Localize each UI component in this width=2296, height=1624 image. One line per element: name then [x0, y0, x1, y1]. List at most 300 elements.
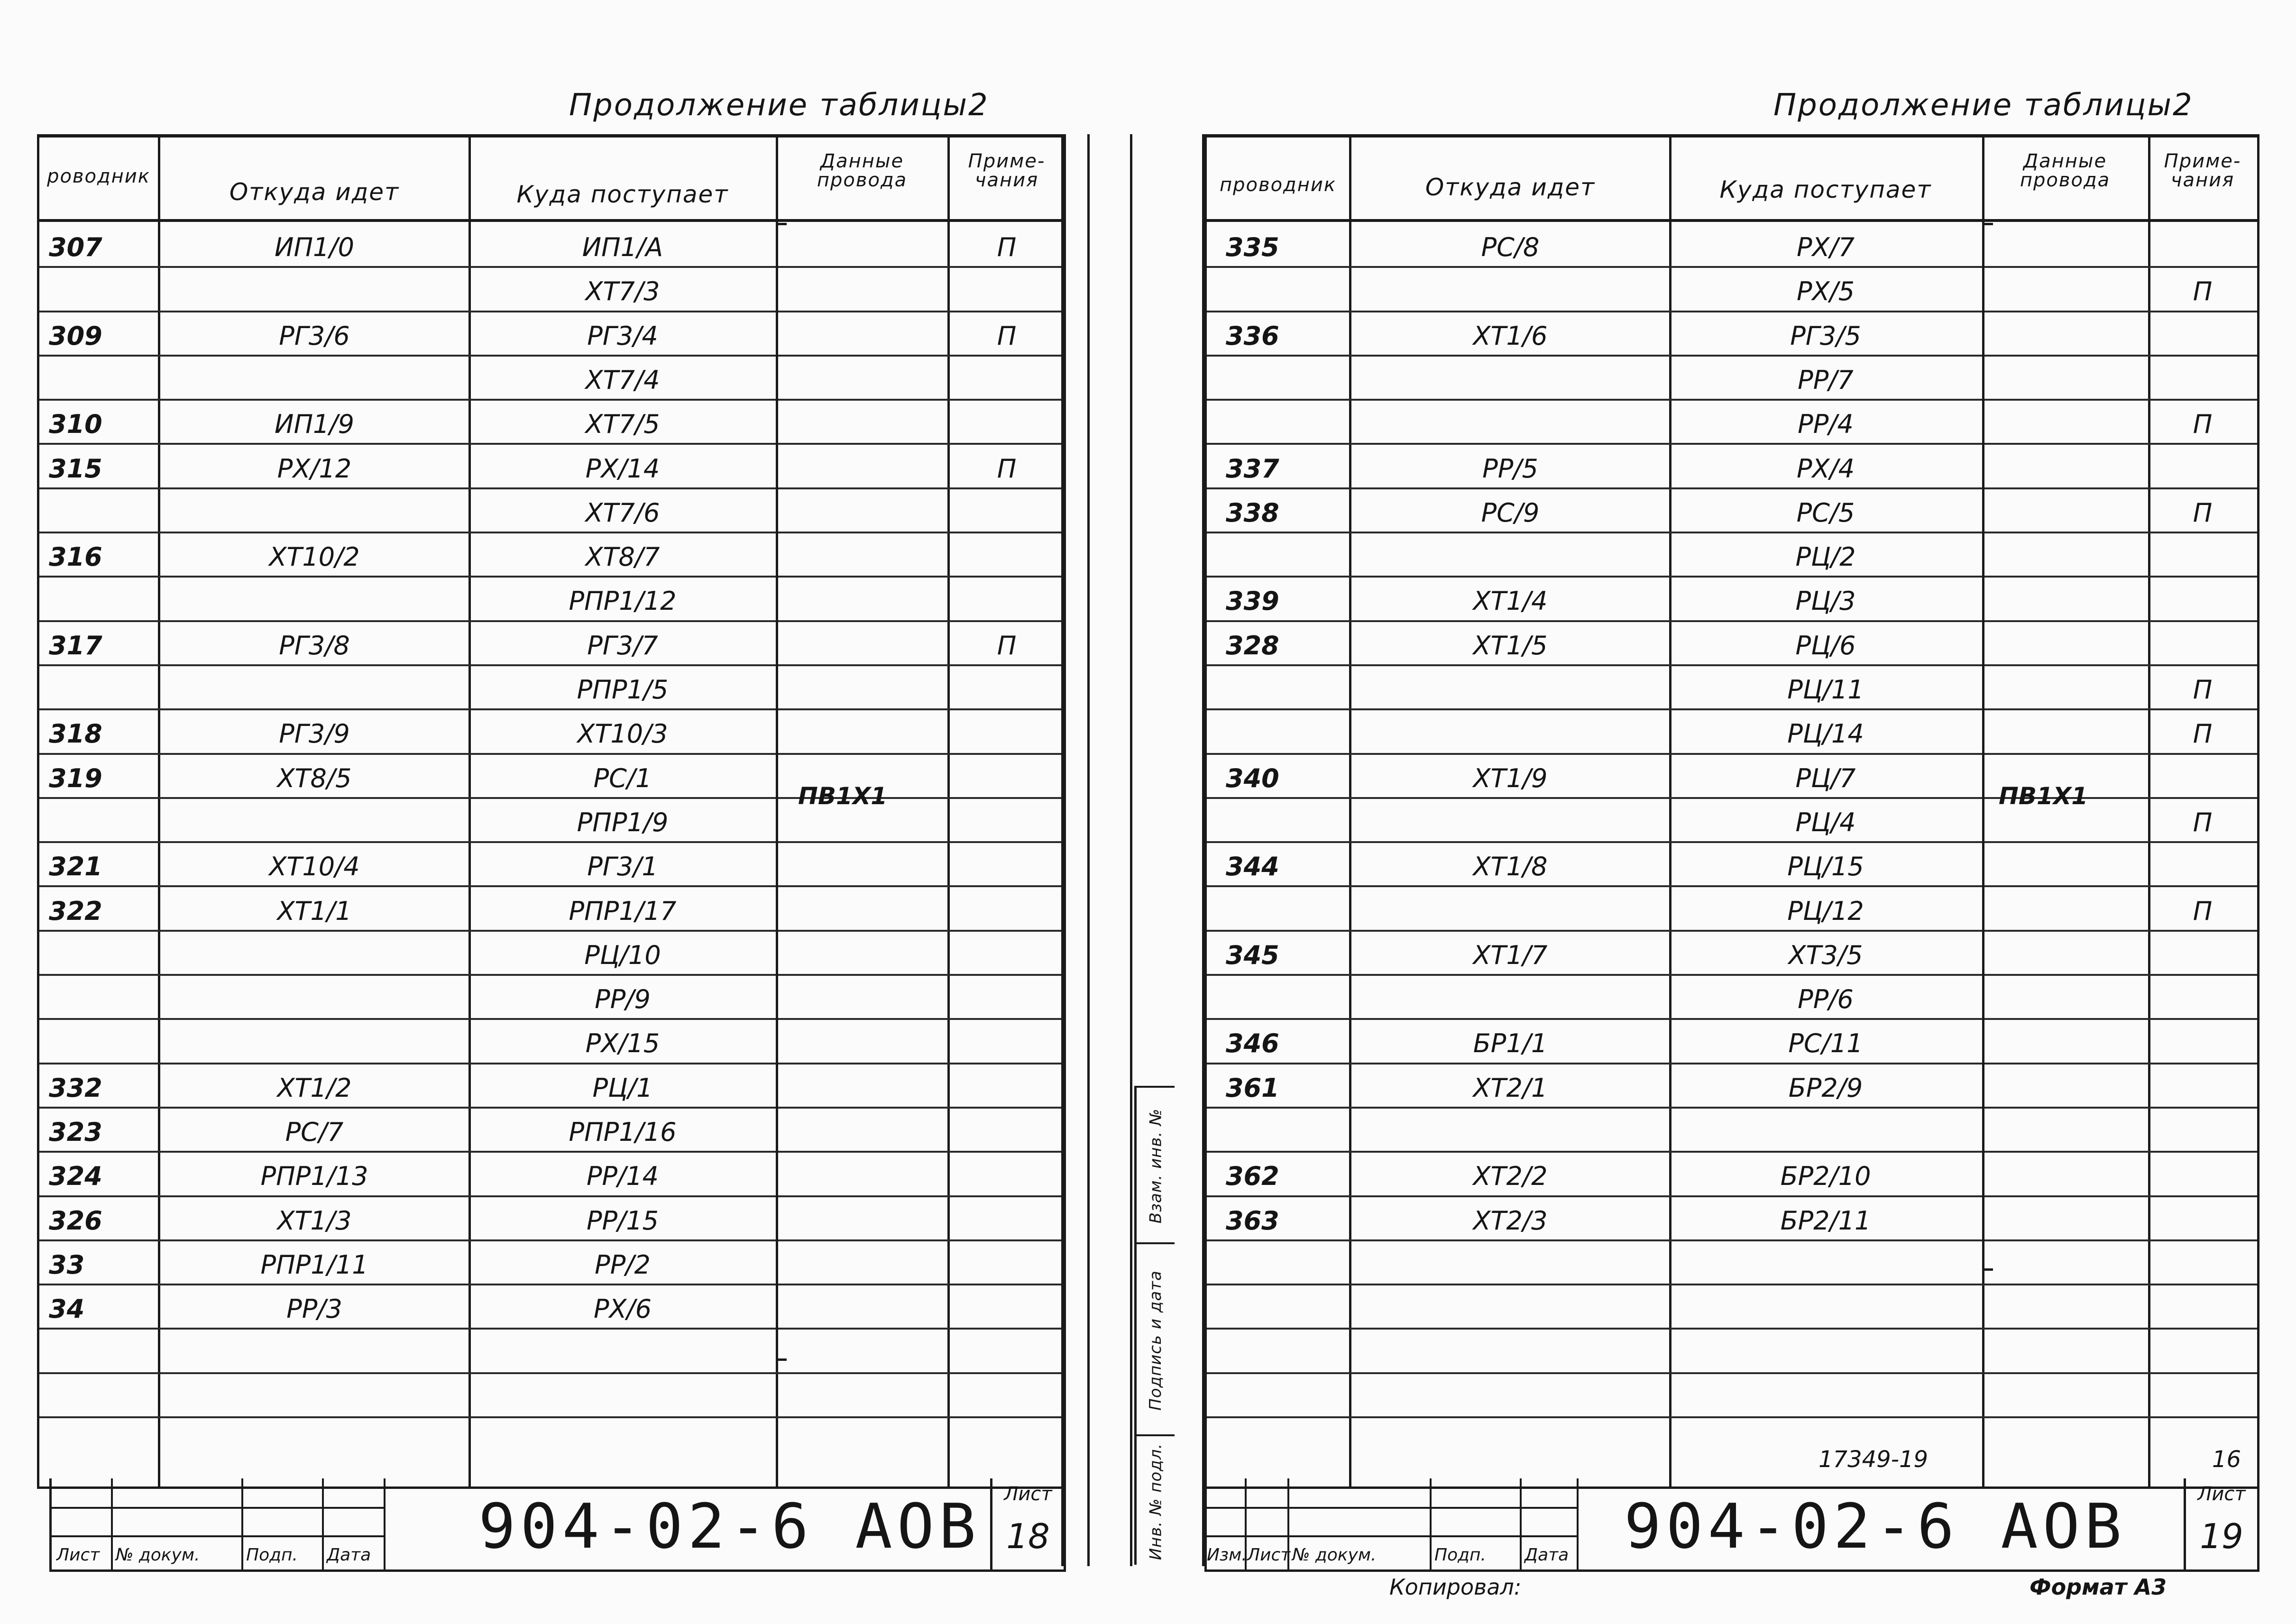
cell-to: РЦ/11 — [1787, 675, 1864, 705]
wire-group-brace — [1982, 223, 1993, 1271]
cell-from — [1351, 366, 1669, 395]
cell-note — [950, 366, 1064, 395]
tb-divider — [1207, 1535, 1577, 1537]
table-row — [1207, 312, 2257, 357]
cell-no — [1226, 985, 1344, 1014]
left-sheet-box — [990, 1478, 1064, 1569]
cell-no: 361 — [1226, 1073, 1279, 1103]
table-row — [1207, 1374, 2257, 1418]
table-row — [39, 1374, 1064, 1418]
cell-from — [1351, 1384, 1669, 1412]
cell-from — [160, 277, 468, 306]
cell-from: РГ3/8 — [279, 630, 350, 661]
cell-to: РР/9 — [595, 984, 651, 1015]
cell-no — [1226, 1295, 1344, 1323]
cell-no: 362 — [1226, 1161, 1279, 1192]
cell-to: РР/6 — [1798, 984, 1854, 1015]
cell-from: РС/9 — [1481, 497, 1540, 528]
cell-from: ХТ1/2 — [277, 1073, 352, 1103]
cell-from — [160, 676, 468, 704]
cell-from: БР1/1 — [1473, 1028, 1548, 1059]
cell-note: П — [997, 453, 1017, 484]
cell-from: ХТ8/5 — [277, 763, 352, 793]
table-row — [1207, 268, 2257, 312]
table-row — [1207, 1285, 2257, 1330]
table-row — [39, 401, 1064, 445]
cell-note — [950, 1118, 1064, 1147]
header-notes: Приме- чания — [968, 150, 1046, 191]
cell-from — [1351, 808, 1669, 837]
table-row — [1207, 401, 2257, 445]
left-wire-label: ПВ1Х1 — [798, 782, 888, 810]
table-row — [39, 1153, 1064, 1197]
cell-no — [1226, 277, 1344, 306]
cell-to: БР2/10 — [1780, 1161, 1871, 1192]
table-row — [1207, 622, 2257, 666]
cell-no — [49, 1340, 153, 1368]
cell-to — [1671, 1118, 1980, 1147]
cell-from: ИП1/9 — [275, 409, 354, 440]
table-row — [39, 268, 1064, 312]
table-row — [39, 755, 1064, 799]
cell-note — [2150, 587, 2255, 615]
cell-to: РЦ/7 — [1795, 763, 1856, 793]
header-to: Куда поступает — [1719, 176, 1932, 203]
cell-from — [1351, 985, 1669, 1014]
cell-to: ХТ3/5 — [1788, 940, 1863, 970]
table-row — [39, 622, 1064, 666]
cell-note — [2150, 543, 2255, 571]
table-row — [1207, 489, 2257, 533]
table-row — [1207, 578, 2257, 622]
table-row — [1207, 843, 2257, 887]
table-row — [1207, 445, 2257, 489]
cell-note — [2150, 322, 2255, 350]
tb-divider — [52, 1535, 384, 1537]
cell-to: РЦ/1 — [592, 1073, 653, 1103]
cell-to: ХТ7/3 — [585, 276, 660, 307]
cell-from — [1351, 720, 1669, 748]
cell-to: РЦ/15 — [1787, 852, 1864, 882]
cell-to: ХТ10/3 — [577, 719, 668, 749]
cell-to — [1671, 1384, 1980, 1412]
cell-from: ХТ1/9 — [1473, 763, 1548, 793]
cell-to: РХ/4 — [1796, 453, 1855, 484]
cell-from — [160, 587, 468, 615]
cell-note: П — [2193, 497, 2213, 528]
header-from: Откуда идет — [1425, 174, 1596, 201]
table-row — [39, 224, 1064, 268]
header-divider — [1207, 219, 2257, 222]
row-divider — [39, 1416, 1064, 1418]
table-row — [1207, 1109, 2257, 1153]
table-row — [39, 1109, 1064, 1153]
cell-no: 335 — [1226, 232, 1279, 262]
cell-no: 317 — [49, 630, 102, 661]
cell-no: 344 — [1226, 852, 1279, 882]
cell-no: 326 — [49, 1205, 102, 1236]
cell-to: РЦ/4 — [1795, 807, 1856, 837]
cell-note — [2150, 233, 2255, 262]
cell-from — [160, 1384, 468, 1412]
cell-to: ХТ7/5 — [585, 409, 660, 440]
cell-note — [2150, 1251, 2255, 1279]
left-doc-code: 904-02-6 АОВ — [478, 1490, 981, 1562]
cell-to: РС/11 — [1788, 1028, 1863, 1059]
cell-note — [2150, 853, 2255, 881]
tb-label-doc: № докум. — [1292, 1545, 1377, 1565]
tb-divider — [1577, 1478, 1579, 1569]
cell-from — [160, 941, 468, 970]
cell-no — [49, 1384, 153, 1412]
cell-from: ХТ10/2 — [269, 542, 360, 572]
table-row — [1207, 1153, 2257, 1197]
header-from: Откуда идет — [229, 178, 400, 206]
sheet-label: Лист — [2197, 1483, 2246, 1505]
table-row — [1207, 755, 2257, 799]
table-row — [39, 710, 1064, 754]
cell-from: ХТ1/1 — [277, 896, 352, 926]
cell-note — [950, 1340, 1064, 1368]
cell-from — [160, 366, 468, 395]
cell-from: ХТ2/3 — [1473, 1205, 1548, 1236]
cell-from: ХТ1/6 — [1473, 321, 1548, 351]
cell-to: РХ/6 — [593, 1294, 652, 1324]
cell-no: 336 — [1226, 321, 1279, 351]
cell-note — [2150, 1074, 2255, 1102]
table-row — [1207, 932, 2257, 976]
tb-label-sign: Подп. — [1434, 1545, 1486, 1565]
cell-note: П — [2193, 807, 2213, 837]
cell-no — [1226, 720, 1344, 748]
header-conductor: проводник — [1219, 174, 1337, 196]
cell-note — [950, 1251, 1064, 1279]
cell-no — [1226, 410, 1344, 439]
cell-note — [950, 410, 1064, 439]
right-doc-code: 904-02-6 АОВ — [1624, 1490, 2127, 1562]
cell-from: РПР1/13 — [260, 1161, 368, 1192]
cell-note — [2150, 1207, 2255, 1235]
binding-line — [1087, 134, 1090, 1566]
corner-number: 16 — [2212, 1446, 2241, 1473]
cell-note — [2150, 1162, 2255, 1191]
cell-to: РХ/15 — [585, 1028, 660, 1059]
cell-no: 34 — [49, 1294, 85, 1324]
cell-to: РС/1 — [593, 763, 652, 793]
cell-no: 318 — [49, 719, 102, 749]
cell-no: 363 — [1226, 1205, 1279, 1236]
cell-to: РПР1/16 — [569, 1117, 677, 1147]
cell-no — [1226, 1340, 1344, 1368]
table-row — [39, 1020, 1064, 1064]
cell-note — [950, 985, 1064, 1014]
cell-no: 337 — [1226, 453, 1279, 484]
cell-from: ХТ1/5 — [1473, 630, 1548, 661]
cell-no: 346 — [1226, 1028, 1279, 1059]
cell-from — [1351, 1295, 1669, 1323]
cell-to: РЦ/6 — [1795, 630, 1856, 661]
cell-no: 345 — [1226, 940, 1279, 970]
tb-label-date: Дата — [1525, 1545, 1569, 1565]
cell-no: 319 — [49, 763, 102, 793]
cell-from — [1351, 1251, 1669, 1279]
stamp-cell-inv — [1137, 1434, 1175, 1567]
cell-no — [49, 985, 153, 1014]
header-wire-data: Данные провода — [2020, 150, 2111, 191]
cell-to: РГ3/5 — [1790, 321, 1861, 351]
cell-to: ХТ8/7 — [585, 542, 660, 572]
cell-no — [49, 587, 153, 615]
cell-from: РР/3 — [286, 1294, 342, 1324]
table-row — [39, 357, 1064, 401]
cell-no — [1226, 897, 1344, 926]
cell-from — [1351, 676, 1669, 704]
cell-note — [950, 543, 1064, 571]
cell-to: РХ/7 — [1796, 232, 1855, 262]
cell-no — [1226, 543, 1344, 571]
cell-note — [2150, 985, 2255, 1014]
cell-to: РР/14 — [586, 1161, 659, 1192]
cell-no — [49, 366, 153, 395]
cell-from: ХТ2/1 — [1473, 1073, 1548, 1103]
cell-no: 315 — [49, 453, 102, 484]
tb-label-date: Дата — [327, 1545, 371, 1565]
sheet-label: Лист — [1004, 1483, 1052, 1505]
left-connection-table — [37, 134, 1066, 1489]
header-conductor: роводник — [47, 165, 150, 187]
table-row — [39, 843, 1064, 887]
table-row — [1207, 357, 2257, 401]
tb-label-sheet: Лист — [56, 1545, 100, 1565]
table-row — [1207, 1020, 2257, 1064]
tb-divider — [1520, 1478, 1522, 1569]
cell-note — [2150, 632, 2255, 660]
tb-divider — [1207, 1507, 1577, 1509]
cell-to: РПР1/9 — [577, 807, 669, 837]
table-row — [39, 1330, 1064, 1374]
cell-from: РС/7 — [285, 1117, 344, 1147]
cell-note — [950, 853, 1064, 881]
cell-to: РПР1/5 — [577, 675, 669, 705]
tb-divider — [111, 1478, 113, 1569]
row-divider — [1207, 1416, 2257, 1418]
cell-to: РС/5 — [1796, 497, 1855, 528]
right-title-block — [1204, 1478, 2259, 1572]
cell-from — [160, 1029, 468, 1058]
cell-no: 328 — [1226, 630, 1279, 661]
sheet-number: 18 — [1006, 1516, 1050, 1556]
cell-note: П — [997, 232, 1017, 262]
table-row — [1207, 533, 2257, 578]
header-notes: Приме- чания — [2164, 150, 2241, 191]
cell-no — [49, 676, 153, 704]
cell-no: 322 — [49, 896, 102, 926]
header-to: Куда поступает — [516, 181, 729, 208]
tb-divider — [322, 1478, 324, 1569]
cell-note — [2150, 1340, 2255, 1368]
cell-no — [1226, 1118, 1344, 1147]
cell-from: ХТ1/8 — [1473, 852, 1548, 882]
cell-to: РХ/14 — [585, 453, 660, 484]
right-page-title: Продолжение таблицы2 — [1773, 88, 2194, 123]
cell-from — [1351, 410, 1669, 439]
table-row — [39, 799, 1064, 843]
cell-note — [2150, 455, 2255, 483]
right-sheet-box — [2184, 1478, 2257, 1569]
cell-from: РПР1/11 — [260, 1249, 368, 1280]
cell-from — [1351, 543, 1669, 571]
stamp-cell-replace — [1137, 1086, 1175, 1244]
cell-note: П — [997, 321, 1017, 351]
cell-note — [950, 897, 1064, 926]
cell-to: РГ3/7 — [587, 630, 658, 661]
stamp-column — [1134, 1086, 1208, 1565]
cell-no: 316 — [49, 542, 102, 572]
table-row — [1207, 710, 2257, 754]
cell-no: 310 — [49, 409, 102, 440]
cell-from: ХТ1/4 — [1473, 586, 1548, 616]
header-divider — [39, 219, 1064, 222]
cell-note — [950, 277, 1064, 306]
cell-to: ХТ7/4 — [585, 365, 660, 395]
table-row — [1207, 799, 2257, 843]
cell-to: РР/15 — [586, 1205, 659, 1236]
cell-note — [950, 499, 1064, 527]
binding-line — [1130, 134, 1132, 1566]
cell-no — [49, 1029, 153, 1058]
cell-to: РР/4 — [1798, 409, 1854, 440]
cell-note — [950, 720, 1064, 748]
table-row — [39, 533, 1064, 578]
cell-to: РХ/5 — [1796, 276, 1855, 307]
stamp-cell-sign — [1137, 1242, 1175, 1436]
table-row — [39, 578, 1064, 622]
cell-from: РХ/12 — [277, 453, 352, 484]
cell-no — [49, 808, 153, 837]
table-row — [39, 1241, 1064, 1285]
cell-to — [471, 1384, 774, 1412]
table-row — [39, 489, 1064, 533]
reference-number: 17349-19 — [1818, 1446, 1929, 1473]
cell-no — [1226, 808, 1344, 837]
tb-label-doc: № докум. — [116, 1545, 200, 1565]
cell-note — [950, 1074, 1064, 1102]
cell-note — [2150, 366, 2255, 395]
cell-note — [2150, 941, 2255, 970]
right-wire-label: ПВ1Х1 — [1999, 782, 2088, 810]
cell-from: ХТ10/4 — [269, 852, 360, 882]
tb-divider — [384, 1478, 386, 1569]
cell-from: ХТ1/3 — [277, 1205, 352, 1236]
table-row — [39, 312, 1064, 357]
table-row — [39, 1064, 1064, 1109]
cell-to: РПР1/17 — [569, 896, 677, 926]
cell-to: БР2/9 — [1788, 1073, 1863, 1103]
cell-to: РР/7 — [1798, 365, 1854, 395]
cell-note — [950, 1162, 1064, 1191]
cell-no — [1226, 1251, 1344, 1279]
cell-to: РЦ/12 — [1787, 896, 1864, 926]
cell-note — [2150, 1118, 2255, 1147]
table-row — [1207, 1197, 2257, 1241]
cell-note — [950, 764, 1064, 793]
cell-no: 309 — [49, 321, 102, 351]
cell-no: 332 — [49, 1073, 102, 1103]
tb-divider — [1430, 1478, 1432, 1569]
tb-divider — [241, 1478, 243, 1569]
table-row — [39, 976, 1064, 1020]
cell-no — [1226, 366, 1344, 395]
cell-from — [1351, 277, 1669, 306]
cell-note — [950, 1295, 1064, 1323]
cell-from — [1351, 897, 1669, 926]
cell-to: РПР1/12 — [569, 586, 677, 616]
cell-from — [1351, 1118, 1669, 1147]
table-row — [1207, 666, 2257, 710]
cell-no — [49, 499, 153, 527]
cell-to: РЦ/10 — [584, 940, 661, 970]
table-row — [1207, 888, 2257, 932]
cell-to — [1671, 1340, 1980, 1368]
cell-note — [950, 587, 1064, 615]
tb-label-change: Изм. — [1207, 1545, 1247, 1565]
left-page-title: Продолжение таблицы2 — [569, 88, 989, 123]
right-connection-table — [1204, 134, 2259, 1489]
cell-from — [1351, 1340, 1669, 1368]
cell-from — [160, 499, 468, 527]
cell-no: 339 — [1226, 586, 1279, 616]
cell-note — [950, 1207, 1064, 1235]
cell-no: 338 — [1226, 497, 1279, 528]
cell-note — [950, 941, 1064, 970]
cell-to — [1671, 1295, 1980, 1323]
copied-by-label: Копировал: — [1389, 1574, 1522, 1600]
cell-note: П — [2193, 276, 2213, 307]
left-title-block — [49, 1478, 1066, 1572]
cell-from: РГ3/6 — [279, 321, 350, 351]
cell-note: П — [2193, 896, 2213, 926]
cell-from — [160, 985, 468, 1014]
wire-group-brace — [776, 223, 787, 1361]
header-wire-data: Данные провода — [817, 150, 908, 191]
cell-from: РР/5 — [1482, 453, 1538, 484]
tb-label-sheet: Лист — [1247, 1545, 1291, 1565]
cell-no: 340 — [1226, 763, 1279, 793]
cell-to: РЦ/2 — [1795, 542, 1856, 572]
tb-divider — [52, 1507, 384, 1509]
binding-line — [1061, 134, 1064, 1566]
cell-note — [2150, 764, 2255, 793]
cell-note: П — [2193, 409, 2213, 440]
table-row — [39, 666, 1064, 710]
cell-no — [1226, 676, 1344, 704]
format-label: Формат А3 — [2030, 1574, 2167, 1600]
cell-note — [2150, 1384, 2255, 1412]
cell-to: РЦ/14 — [1787, 719, 1864, 749]
cell-no: 324 — [49, 1161, 102, 1192]
cell-no: 33 — [49, 1249, 85, 1280]
cell-note — [2150, 1029, 2255, 1058]
cell-from: РС/8 — [1481, 232, 1540, 262]
cell-no: 321 — [49, 852, 102, 882]
cell-from: ИП1/0 — [275, 232, 354, 262]
table-row — [1207, 1064, 2257, 1109]
cell-no: 323 — [49, 1117, 102, 1147]
cell-to: РГ3/1 — [587, 852, 658, 882]
cell-to: РГ3/4 — [587, 321, 658, 351]
cell-no — [49, 941, 153, 970]
table-row — [1207, 224, 2257, 268]
